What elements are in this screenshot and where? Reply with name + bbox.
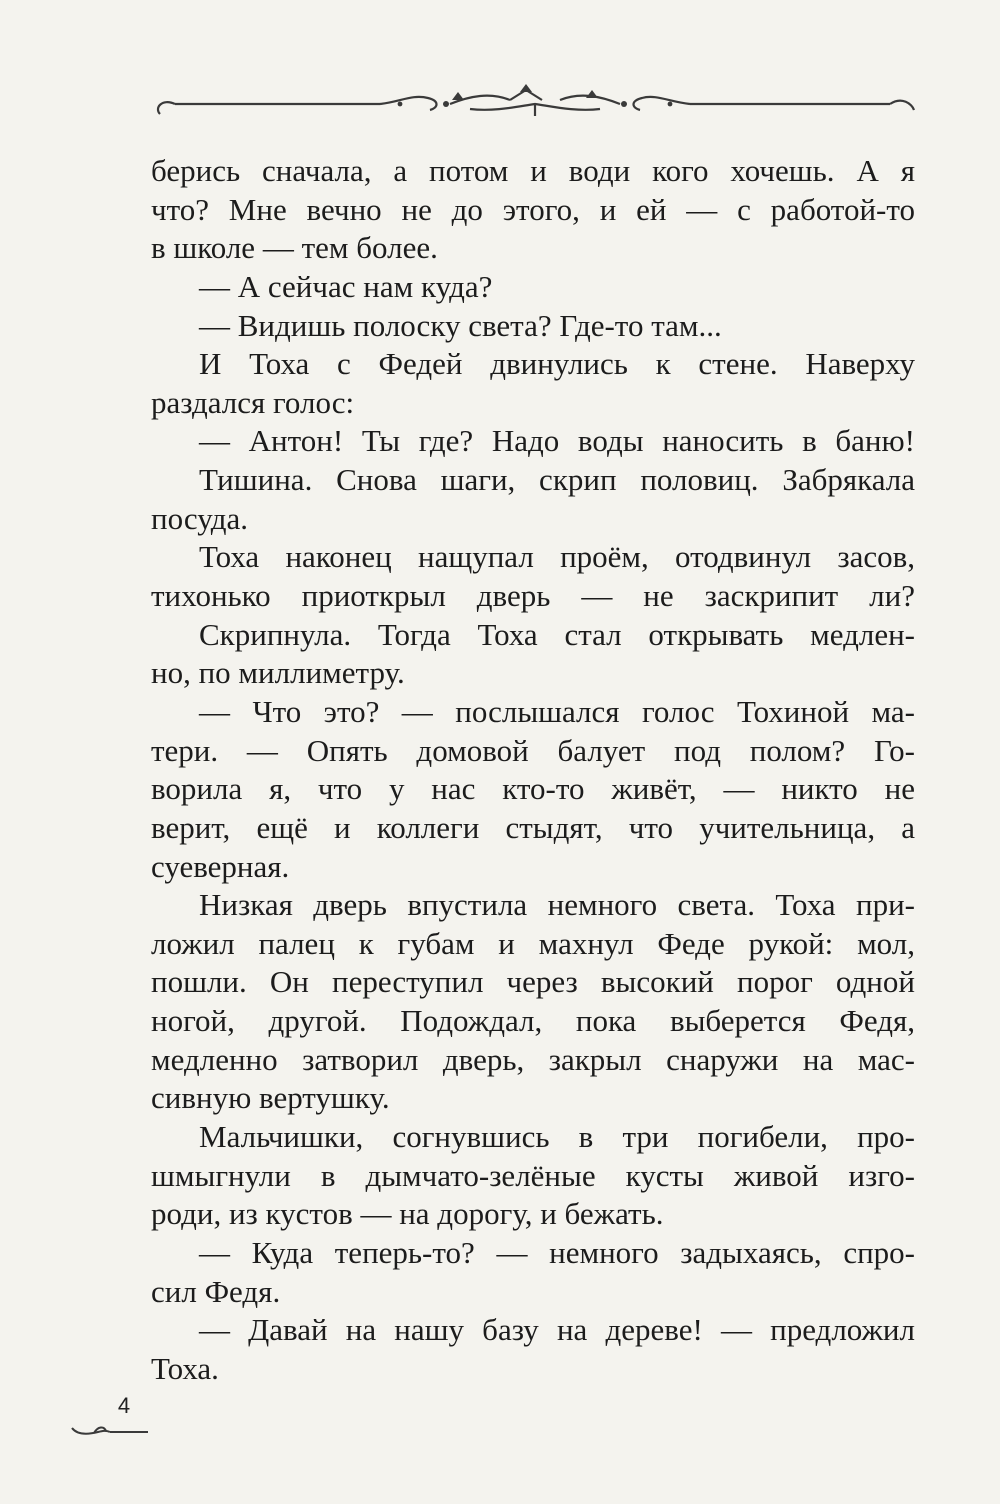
bottom-ornament-flourish [70, 1420, 150, 1442]
text-line: Тишина. Снова шаги, скрип половиц. Забрякала [199, 462, 915, 498]
text-line: но, по миллиметру. [151, 655, 405, 691]
text-line: медленно затворил дверь, закрыл снаружи на мас- [151, 1041, 915, 1077]
text-line: — А сейчас нам куда? [199, 268, 493, 304]
text-line: ложил палец к губам и махнул Феде рукой: мол, [151, 925, 915, 961]
text-line: тихонько приоткрыл дверь — не заскрипит ли? [151, 578, 915, 614]
text-line: — Куда теперь-то? — немного задыхаясь, спро- [199, 1234, 915, 1270]
text-line: Скрипнула. Тогда Тоха стал открывать медлен- [199, 616, 915, 652]
text-line: И Тоха с Федей двинулись к стене. Наверху [199, 346, 915, 382]
text-line: в школе — тем более. [151, 230, 438, 266]
text-line: берись сначала, а потом и води кого хочешь. А я [151, 153, 915, 188]
text-line: Тоха. [151, 1350, 219, 1386]
text-line: шмыгнули в дымчато-зелёные кусты живой изго- [151, 1157, 915, 1193]
text-line: — Антон! Ты где? Надо воды наносить в баню! [199, 423, 915, 459]
text-line: — Давай на нашу базу на дереве! — предложил [199, 1312, 915, 1348]
text-line: ворила я, что у нас кто-то живёт, — никто не [151, 771, 915, 807]
text-line: — Видишь полоску света? Где-то там... [199, 307, 722, 343]
text-line: тери. — Опять домовой балует под полом? Го- [151, 732, 915, 768]
page-number: 4 [117, 1393, 131, 1418]
text-line: что? Мне вечно не до этого, и ей — с работой-то [151, 191, 915, 227]
text-line: пошли. Он переступил через высокий порог одной [151, 964, 915, 1000]
text-line: роди, из кустов — на дорогу, и бежать. [151, 1196, 664, 1232]
text-line: сивную вертушку. [151, 1080, 390, 1116]
text-line: — Что это? — послышался голос Тохиной ма- [199, 693, 915, 729]
text-line: верит, ещё и коллеги стыдят, что учительница, а [151, 809, 915, 845]
text-line: Низкая дверь впустила немного света. Тоха при- [199, 887, 915, 923]
text-line: посуда. [151, 500, 249, 536]
text-line: суеверная. [151, 848, 290, 884]
text-line: Тоха наконец нащупал проём, отодвинул засов, [199, 539, 915, 575]
top-ornament-divider [150, 76, 920, 126]
text-line: Мальчишки, согнувшись в три погибели, про- [199, 1119, 915, 1155]
text-line: раздался голос: [151, 384, 355, 420]
body-text [151, 152, 915, 1389]
text-line: сил Федя. [151, 1273, 281, 1309]
text-line: ногой, другой. Подождал, пока выберется Федя, [151, 1003, 915, 1039]
